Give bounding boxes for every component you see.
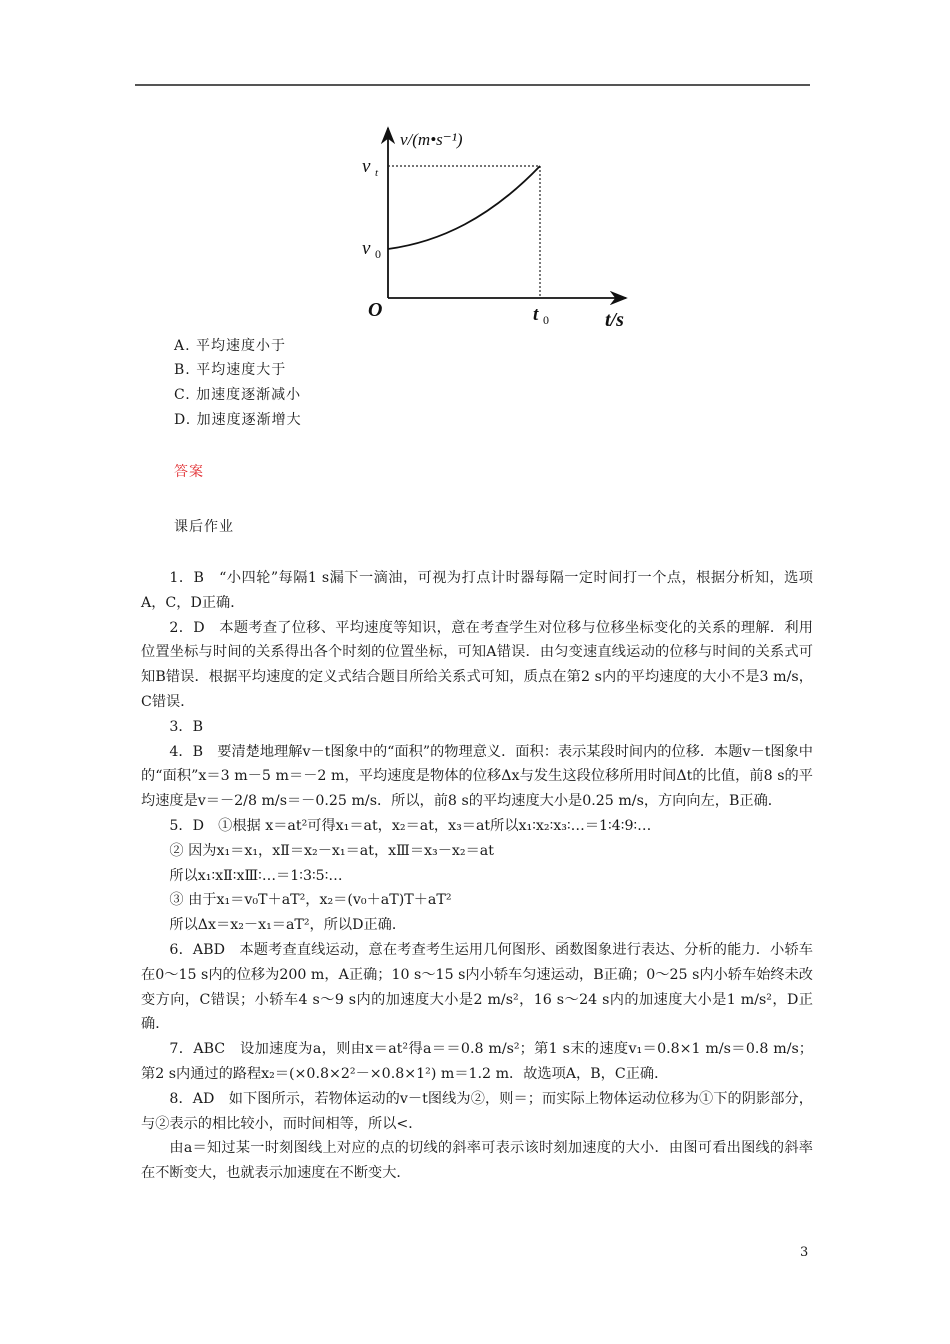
- svg-text:0: 0: [375, 247, 381, 261]
- svg-text:v: v: [362, 156, 371, 177]
- option-a: A. 平均速度小于: [174, 338, 287, 354]
- svg-text:v: v: [362, 238, 371, 259]
- svg-text:0: 0: [543, 313, 549, 327]
- option-b: B. 平均速度大于: [174, 362, 287, 378]
- explanation-3: 3．B: [169, 718, 204, 735]
- answer-label: 答案: [174, 464, 204, 480]
- answer-explanations: [141, 566, 813, 1186]
- option-c: C. 加速度逐渐减小: [174, 387, 302, 403]
- explanation-7: 7．ABC 设加速度为a，则由x＝at²得a＝＝0.8 m/s²；第1 s末的速度v₁＝0.8×1 m/s＝0.8 m/s；第2 s内通过的路程x₂＝(×0.8×2²－×0.8×1²) m＝1.2 m．故选项A，B，C正确．: [141, 1041, 813, 1082]
- y-axis-label: v/(m•s⁻¹): [400, 130, 463, 149]
- explanation-1: 1．B “小四轮”每隔1 s漏下一滴油，可视为打点计时器每隔一定时间打一个点，根据分析知，选项A，C，D正确．: [141, 570, 813, 611]
- explanation-5-step3: ③ 由于x₁＝v₀T＋aT²，x₂＝(v₀＋aT)T＋aT²: [169, 892, 452, 909]
- origin-label: O: [368, 299, 383, 321]
- vt-graph-figure: [350, 120, 650, 340]
- explanation-2: 2．D 本题考查了位移、平均速度等知识，意在考查学生对位移与位移坐标变化的关系的理解．利用位置坐标与时间的关系得出各个时刻的位置坐标，可知A错误．由匀变速直线运动的位移与时间的关系式可知B错误．根据平均速度的定义式结合题目所给关系式可知，质点在第2 s内的平均速度的大小不是3 m/s，C错误．: [141, 619, 813, 710]
- explanation-5: 5．D ①根据 x＝at²可得x₁＝at，x₂＝at，x₃＝at所以x₁∶x₂∶x₃∶…＝1∶4∶9∶…: [169, 817, 652, 834]
- svg-text:t: t: [375, 167, 379, 179]
- explanation-5-conclusion: 所以Δx＝x₂－x₁＝aT²，所以D正确．: [169, 917, 407, 934]
- option-d: D. 加速度逐渐增大: [174, 412, 302, 428]
- explanation-4: 4．B 要清楚地理解v－t图象中的“面积”的物理意义．面积：表示某段时间内的位移．本题v－t图象中的“面积”x＝3 m－5 m＝－2 m，平均速度是物体的位移Δx与发生这段位移所用时间Δt的比值，前8 s的平均速度是v＝－2/8 m/s＝－0.25 m/s．所以，前8 s的平均速度大小是0.25 m/s，方向向左，B正确．: [141, 743, 813, 810]
- explanation-5-step2: ② 因为x₁＝x₁，xⅡ＝x₂－x₁＝at，xⅢ＝x₃－x₂＝at: [169, 842, 494, 859]
- header-rule: [135, 84, 810, 86]
- vt-curve: [388, 166, 540, 249]
- svg-text:t: t: [533, 304, 539, 325]
- explanation-6: 6．ABD 本题考查直线运动，意在考查考生运用几何图形、函数图象进行表达、分析的能力．小轿车在0～15 s内的位移为200 m，A正确；10 s～15 s内小轿车匀速运动，B正确；0～25 s内小轿车始终未改变方向，C错误；小轿车4 s～9 s内的加速度大小是2 m/s²，16 s～24 s内的加速度大小是1 m/s²，D正确．: [141, 941, 813, 1033]
- page-number: 3: [800, 1245, 809, 1260]
- x-axis-label: t/s: [605, 309, 624, 331]
- explanation-8: 8．AD 如下图所示，若物体运动的v－t图线为②，则＝；而实际上物体运动位移为①下的阴影部分，与②表示的相比较小，而时间相等，所以<．: [141, 1090, 813, 1132]
- section-title: 课后作业: [174, 519, 234, 535]
- vt-graph: [350, 120, 650, 340]
- explanation-5-ratio: 所以x₁∶xⅡ∶xⅢ∶…＝1∶3∶5∶…: [169, 867, 343, 884]
- explanation-8-continued: 由a＝知过某一时刻图线上对应的点的切线的斜率可表示该时刻加速度的大小．由图可看出图线的斜率在不断变大，也就表示加速度在不断变大．: [141, 1140, 813, 1182]
